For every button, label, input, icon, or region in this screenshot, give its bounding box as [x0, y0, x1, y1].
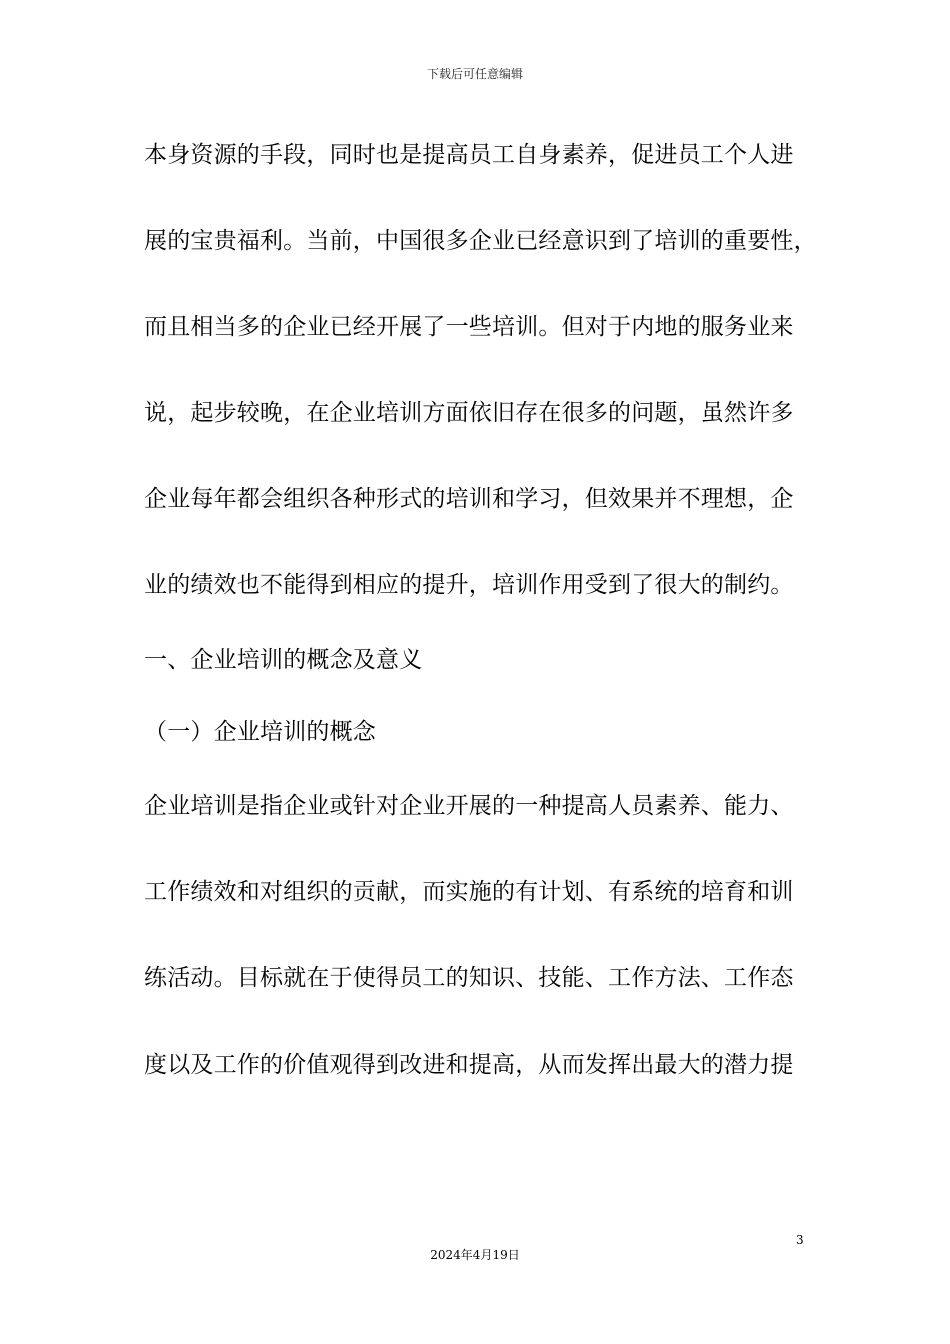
paragraph-line: 工作绩效和对组织的贡献，而实施的有计划、有系统的培育和训	[144, 879, 794, 905]
paragraph-line: 本身资源的手段，同时也是提高员工自身素养，促进员工个人进	[144, 142, 794, 168]
paragraph-line: 业的绩效也不能得到相应的提升，培训作用受到了很大的制约。	[144, 572, 794, 598]
section-heading: 一、企业培训的概念及意义	[144, 647, 423, 673]
paragraph-line: 企业培训是指企业或针对企业开展的一种提高人员素养、能力、	[144, 793, 794, 819]
subsection-heading: （一）企业培训的概念	[144, 719, 376, 745]
paragraph-line: 练活动。目标就在于使得员工的知识、技能、工作方法、工作态	[144, 965, 794, 991]
paragraph-line: 而且相当多的企业已经开展了一些培训。但对于内地的服务业来	[144, 314, 794, 340]
page-header: 下载后可任意编辑	[426, 67, 523, 81]
footer-date: 2024年4月19日	[430, 1248, 520, 1262]
paragraph-line: 说，起步较晚，在企业培训方面依旧存在很多的问题，虽然许多	[144, 400, 794, 426]
paragraph-line: 企业每年都会组织各种形式的培训和学习，但效果并不理想，企	[144, 486, 794, 512]
paragraph-line: 展的宝贵福利。当前，中国很多企业已经意识到了培训的重要性，	[144, 228, 817, 254]
paragraph-line: 度以及工作的价值观得到改进和提高，从而发挥出最大的潜力提	[144, 1052, 794, 1078]
page-number: 3	[796, 1233, 804, 1247]
